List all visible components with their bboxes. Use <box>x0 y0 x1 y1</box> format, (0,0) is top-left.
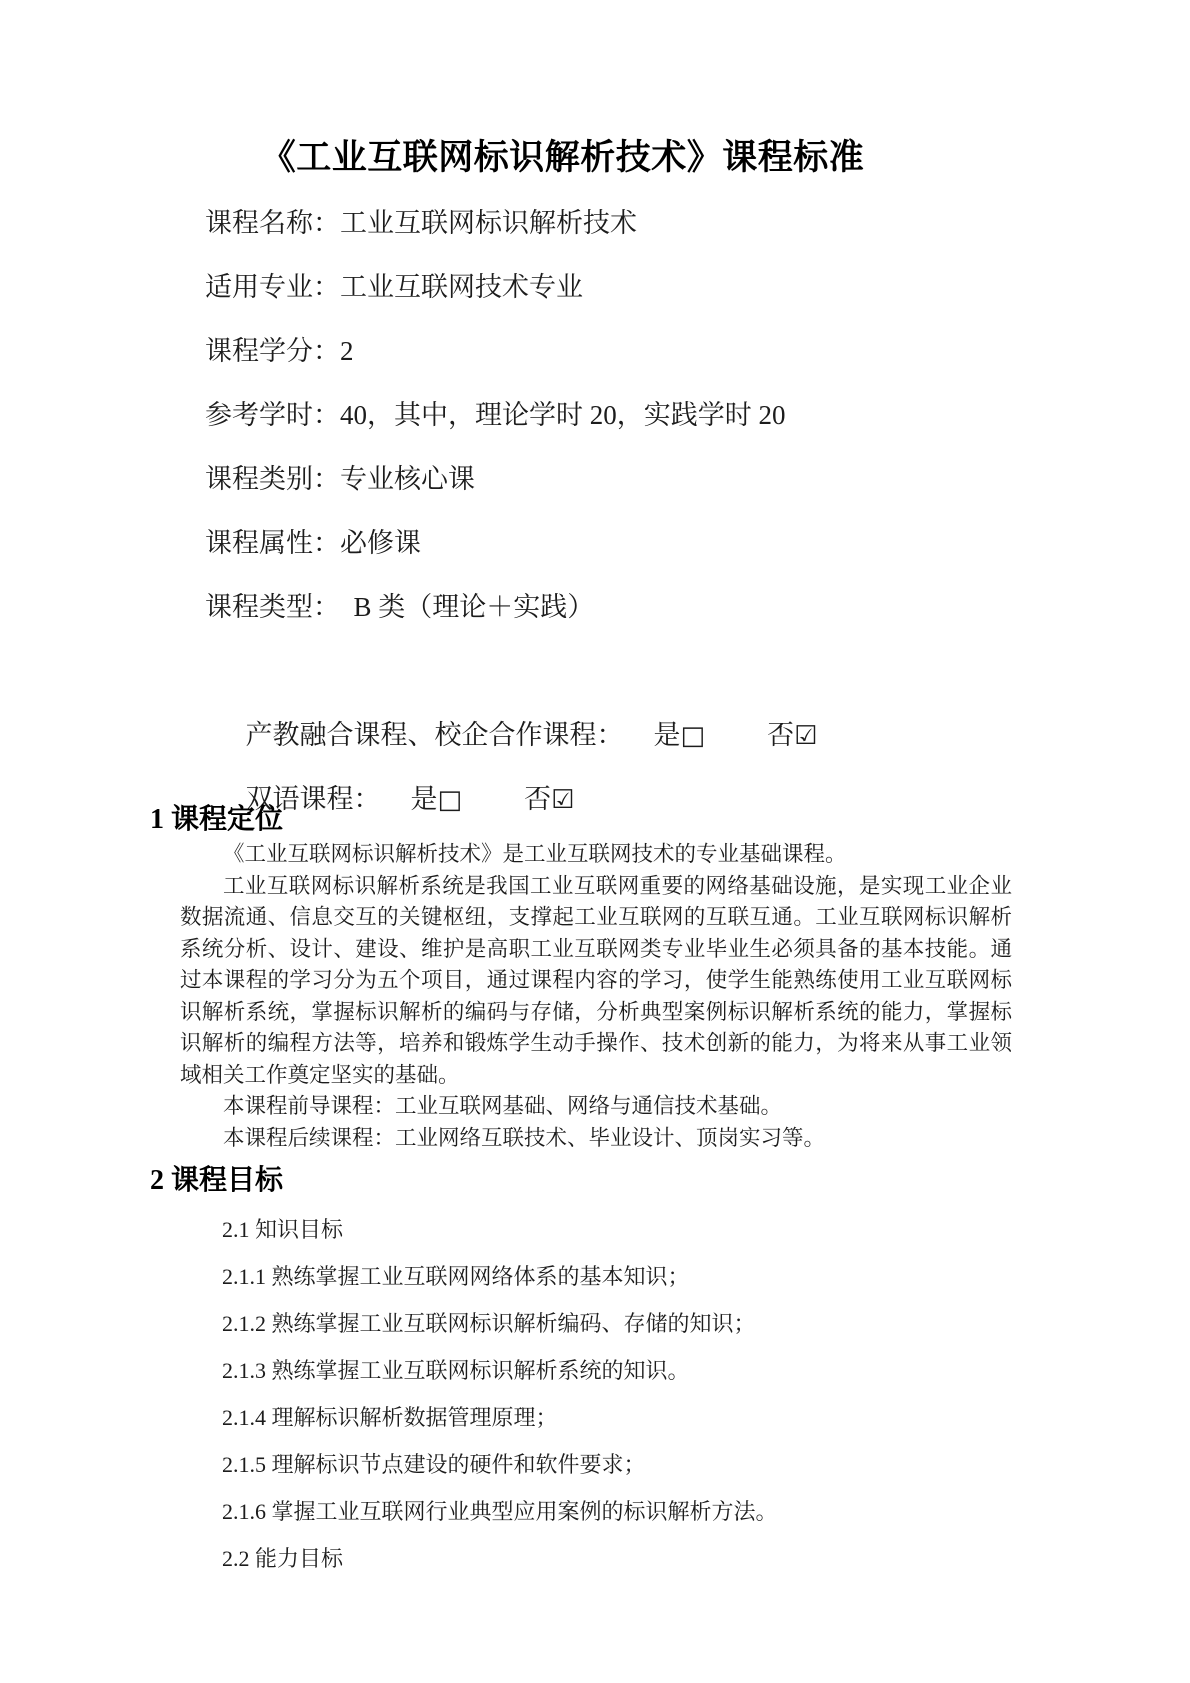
item-2-1-3: 2.1.3 熟练掌握工业互联网标识解析系统的知识。 <box>222 1358 690 1383</box>
paragraph-follow-up-courses: 本课程后续课程：工业网络互联技术、毕业设计、顶岗实习等。 <box>223 1125 826 1150</box>
meta-line-course-name: 课程名称：工业互联网标识解析技术 <box>205 208 637 238</box>
item-2-1-2: 2.1.2 熟练掌握工业互联网标识解析编码、存储的知识； <box>222 1311 756 1336</box>
industry-education-no-checkbox-checked-icon: ☑ <box>794 721 818 751</box>
paragraph-course-intro: 《工业互联网标识解析技术》是工业互联网技术的专业基础课程。 <box>223 842 847 866</box>
item-2-1-4: 2.1.4 理解标识解析数据管理原理； <box>222 1405 558 1430</box>
course-meta-block <box>0 191 1190 815</box>
bilingual-yes-checkbox-unchecked-icon: □ <box>437 785 463 815</box>
industry-education-yes-checkbox-unchecked-icon: □ <box>680 721 706 751</box>
meta-line-major: 适用专业：工业互联网技术专业 <box>205 272 583 302</box>
meta-line-hours: 参考学时：40，其中，理论学时 20，实践学时 20 <box>205 400 786 430</box>
meta-line-category: 课程类别：专业核心课 <box>205 464 475 494</box>
section-1-heading: 1 课程定位 <box>150 804 284 835</box>
meta-line-credits: 课程学分：2 <box>205 336 354 366</box>
course-objectives-list <box>0 1206 1190 1582</box>
bilingual-no-checkbox-checked-icon: ☑ <box>551 785 575 815</box>
meta-line-type: 课程类型： B 类（理论＋实践） <box>205 592 595 622</box>
industry-education-label: 产教融合课程、校企合作课程： <box>245 720 624 750</box>
bilingual-label: 双语课程： <box>245 784 381 814</box>
item-2-1-knowledge-goals: 2.1 知识目标 <box>222 1217 344 1242</box>
bilingual-yes-label: 是 <box>410 784 438 814</box>
item-2-1-1: 2.1.1 熟练掌握工业互联网网络体系的基本知识； <box>222 1264 690 1289</box>
item-2-1-6: 2.1.6 掌握工业互联网行业典型应用案例的标识解析方法。 <box>222 1499 778 1524</box>
bilingual-no-label: 否 <box>524 784 552 814</box>
item-2-2-ability-goals: 2.2 能力目标 <box>222 1546 344 1571</box>
industry-education-no-label: 否 <box>767 720 795 750</box>
section-1-body <box>180 839 1012 1154</box>
paragraph-prerequisite-courses: 本课程前导课程：工业互联网基础、网络与通信技术基础。 <box>223 1094 783 1118</box>
meta-line-industry-education-cooperation <box>205 639 1190 751</box>
item-2-1-5: 2.1.5 理解标识节点建设的硬件和软件要求； <box>222 1452 646 1477</box>
industry-education-yes-label: 是 <box>653 720 681 750</box>
section-2-heading: 2 课程目标 <box>150 1165 284 1196</box>
meta-line-attribute: 课程属性：必修课 <box>205 528 421 558</box>
paragraph-course-description: 工业互联网标识解析系统是我国工业互联网重要的网络基础设施，是实现工业企业数据流通、信息交互的关键枢纽，支撑起工业互联网的互联互通。工业互联网标识解析系统分析、设计、建设、维护是高职工业互联网类专业毕业生必须具备的基本技能。通过本课程的学习分为五个项目，通过课程内容的学习，使学生能熟练使用工业互联网标识解析系统，掌握标识解析的编码与存储，分析典型案例标识解析系统的能力，掌握标识解析的编程方法等，培养和锻炼学生动手操作、技术创新的能力，为将来从事工业领域相关工作奠定坚实的基础。 <box>180 873 1012 1087</box>
document-title: 《工业互联网标识解析技术》课程标准 <box>260 138 865 177</box>
